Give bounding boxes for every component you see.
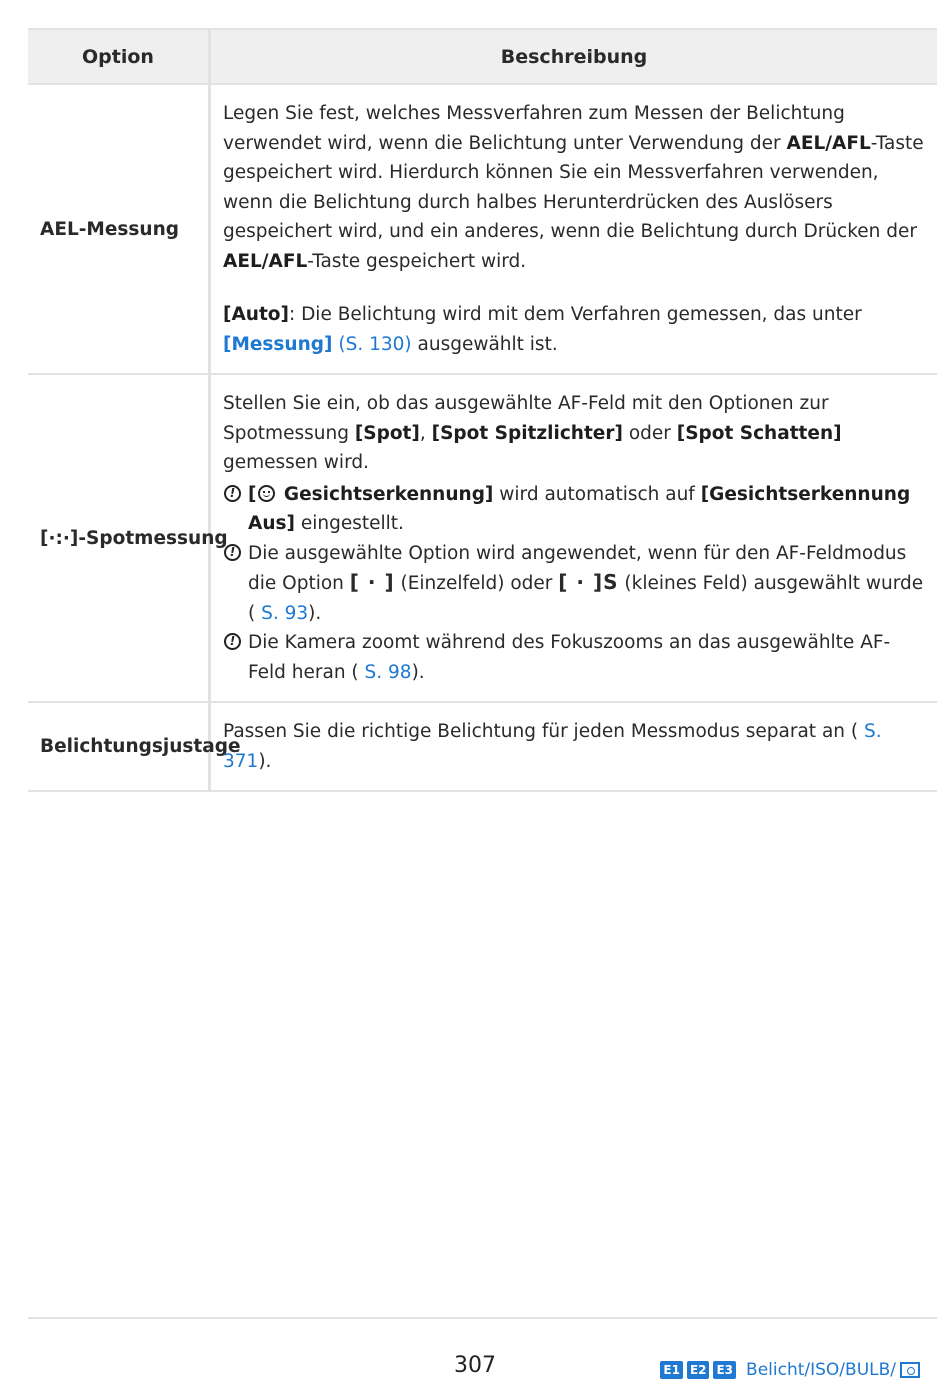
- warning-icon: !: [224, 485, 241, 502]
- tag-e2[interactable]: E2: [687, 1361, 710, 1379]
- table-row: [28, 702, 937, 791]
- menu-link[interactable]: [Messung]: [223, 333, 333, 355]
- setting-name: [Spot Spitzlichter]: [431, 422, 623, 444]
- table-row: [28, 84, 937, 374]
- text: Stellen Sie ein, ob das ausgewählte AF-Feld mit den Optionen zur Spotmessung: [223, 393, 829, 444]
- note-item: [223, 480, 925, 539]
- description-paragraph: [223, 717, 925, 776]
- text: ausgewählt ist.: [411, 333, 558, 355]
- option-description: [210, 702, 938, 791]
- text: ).: [411, 661, 425, 683]
- text: Die Kamera zoomt während des Fokuszooms an das ausgewählte AF-Feld heran (: [248, 632, 891, 683]
- table-row: [28, 374, 937, 702]
- setting-name: Gesichtserkennung]: [277, 483, 494, 505]
- option-name: [28, 374, 228, 702]
- page-link[interactable]: S. 371: [223, 721, 882, 772]
- warning-icon: !: [224, 633, 241, 650]
- text: (Einzelfeld) oder: [394, 573, 559, 594]
- option-name: AEL-Messung: [28, 84, 210, 374]
- setting-name: [Spot]: [354, 422, 420, 444]
- text: ,: [419, 422, 432, 444]
- setting-name: [: [248, 483, 257, 505]
- text: : Die Belichtung wird mit dem Verfahren gemessen, das unter: [288, 304, 862, 325]
- setting-name: [Spot Schatten]: [676, 422, 842, 444]
- text: -Taste gespeichert wird.: [307, 250, 527, 272]
- setting-name: [Auto]: [223, 304, 289, 325]
- text: ).: [308, 602, 322, 624]
- metering-icon[interactable]: [900, 1362, 920, 1378]
- option-name: Belichtungsjustage: [28, 702, 210, 791]
- page-link[interactable]: (S. 130): [332, 333, 412, 355]
- page-number: 307: [454, 1353, 496, 1378]
- text: Passen Sie die richtige Belichtung für jeden Messmodus separat an (: [223, 721, 859, 742]
- single-area-icon: [ · ]: [349, 570, 395, 594]
- description-paragraph: [223, 389, 925, 478]
- button-name: AEL/AFL: [786, 132, 871, 154]
- description-paragraph: [223, 300, 925, 359]
- footer-divider: [28, 1317, 937, 1319]
- note-item: [223, 539, 925, 629]
- text: Die ausgewählte Option wird angewendet, wenn für den AF-Feldmodus die Option: [248, 542, 907, 594]
- warning-icon: !: [224, 544, 241, 561]
- text: -Taste gespeichert wird. Hierdurch können Sie ein Messverfahren verwenden, wenn die Belichtung durch halbes Herunterdrücken des Auslösers gespeichert wird, und ein anderes, wenn die Belichtung durch Drücken der: [223, 132, 924, 242]
- text: ).: [258, 750, 272, 772]
- tag-e1[interactable]: E1: [660, 1361, 683, 1379]
- text: Legen Sie fest, welches Messverfahren zum Messen der Belichtung verwendet wird, wenn die Belichtung unter Verwendung der: [223, 103, 845, 154]
- button-name: AEL/AFL: [223, 250, 308, 272]
- header-description: Beschreibung: [210, 29, 938, 84]
- note-item: [223, 628, 925, 687]
- small-area-icon: [ · ]S: [558, 570, 619, 594]
- option-description: [210, 374, 938, 702]
- option-label: -Spotmessung: [78, 527, 228, 549]
- page-link[interactable]: S. 93: [255, 602, 309, 624]
- option-description: [210, 84, 938, 374]
- page-link[interactable]: S. 98: [358, 661, 412, 683]
- description-paragraph: [223, 99, 925, 276]
- setting-name: [Gesichtserkennung Aus]: [248, 483, 911, 534]
- header-option: Option: [28, 29, 210, 84]
- spot-metering-icon: [·:·]: [40, 527, 79, 549]
- face-detection-icon: [258, 485, 275, 502]
- tag-e3[interactable]: E3: [713, 1361, 736, 1379]
- breadcrumb[interactable]: Belicht/ISO/BULB/: [746, 1360, 896, 1380]
- text: oder: [622, 422, 677, 444]
- text: (kleines Feld) ausgewählt wurde (: [248, 573, 924, 624]
- options-table: [28, 28, 937, 792]
- table-header-row: [28, 29, 937, 84]
- text: gemessen wird.: [223, 452, 369, 473]
- text: eingestellt.: [294, 513, 404, 534]
- text: wird automatisch auf: [493, 483, 701, 505]
- footer-navigation: [660, 1360, 920, 1380]
